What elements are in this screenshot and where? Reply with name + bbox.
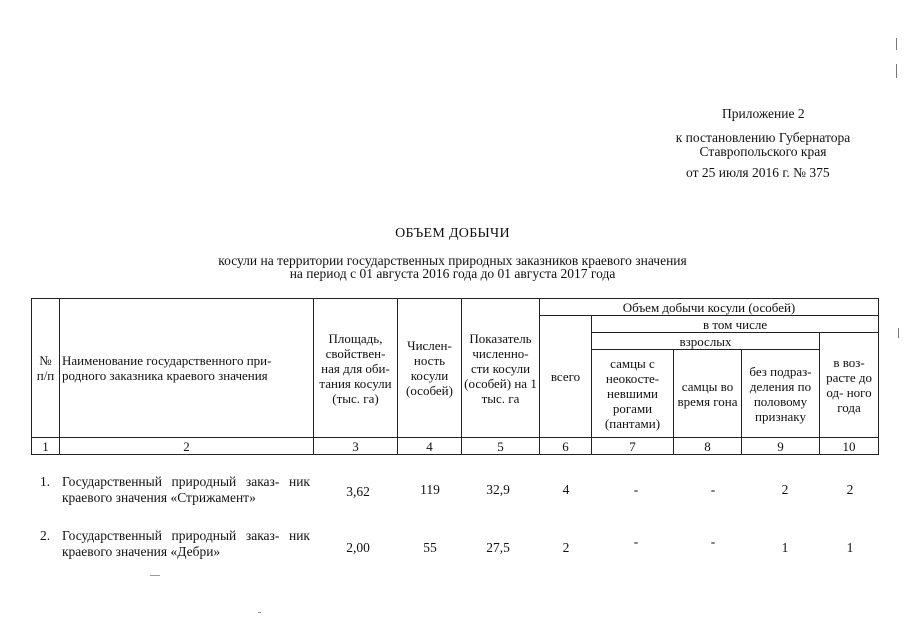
- header-adults: взрослых: [592, 333, 820, 350]
- header-no-sex-split: без подраз- деления по половому признаку: [742, 350, 820, 438]
- resolution-date: от 25 июля 2016 г. № 375: [686, 165, 830, 180]
- density-value: 32,9: [486, 482, 510, 497]
- header-under-one-year: в воз- расте до од- ного года: [820, 333, 879, 438]
- region-line: Ставропольского края: [699, 144, 827, 159]
- males-rut-value: -: [710, 534, 716, 549]
- header-population: Числен- ность косули (особей): [398, 299, 462, 438]
- total-value: 4: [562, 482, 570, 497]
- scan-edge-mark: [898, 328, 899, 338]
- header-volume-group: Объем добычи косули (особей): [540, 299, 879, 316]
- males-rut-value: -: [710, 482, 716, 497]
- column-number: 9: [742, 438, 820, 455]
- quota-table: [31, 298, 879, 455]
- density-value: 27,5: [486, 540, 510, 555]
- header-num: № п/п: [32, 299, 60, 438]
- under-one-value: 2: [846, 482, 854, 497]
- column-number: 2: [60, 438, 314, 455]
- table-row: [0, 528, 905, 562]
- subtitle-line-2: на период с 01 августа 2016 года до 01 августа 2017 года: [289, 266, 616, 281]
- scan-speck: [150, 575, 160, 576]
- header-reserve-name: Наименование государственного при- родного заказника краевого значения: [60, 299, 314, 438]
- header-area: Площадь, свойствен- ная для оби- тания косули (тыс. га): [314, 299, 398, 438]
- column-number: 10: [820, 438, 879, 455]
- scan-edge-mark: [896, 38, 897, 50]
- resolution-line: к постановлению Губернатора: [675, 130, 851, 145]
- document-subtitle: [0, 254, 905, 280]
- column-number: 8: [674, 438, 742, 455]
- scan-speck: [258, 612, 261, 613]
- table-row: [0, 474, 905, 508]
- reserve-name: Государственный природный заказ- ник краевого значения «Стрижамент»: [62, 474, 310, 505]
- column-number-row: [32, 438, 879, 455]
- area-value: 2,00: [346, 540, 370, 555]
- document-title: ОБЪЕМ ДОБЫЧИ: [395, 226, 510, 241]
- header-total: всего: [540, 316, 592, 438]
- scan-edge-mark: [896, 64, 897, 78]
- subtitle-line-1: косули на территории государственных природных заказников краевого значения: [218, 253, 687, 268]
- column-number: 6: [540, 438, 592, 455]
- header-males-antlers: самцы с неокосте- невшими рогами (пантами): [592, 350, 674, 438]
- column-number: 4: [398, 438, 462, 455]
- total-value: 2: [562, 540, 570, 555]
- column-number: 7: [592, 438, 674, 455]
- appendix-resolution: [628, 131, 898, 159]
- area-value: 3,62: [346, 484, 370, 499]
- row-number: 2.: [40, 528, 51, 543]
- column-number: 5: [462, 438, 540, 455]
- row-number: 1.: [40, 474, 51, 489]
- column-number: 1: [32, 438, 60, 455]
- no-sex-split-value: 1: [781, 540, 789, 555]
- population-value: 119: [420, 482, 440, 497]
- header-density: Показатель численно- сти косули (особей) на 1 тыс. га: [462, 299, 540, 438]
- males-antlers-value: -: [633, 534, 639, 549]
- no-sex-split-value: 2: [781, 482, 789, 497]
- column-number: 3: [314, 438, 398, 455]
- header-males-rut: самцы во время гона: [674, 350, 742, 438]
- header-including: в том числе: [592, 316, 879, 333]
- under-one-value: 1: [846, 540, 854, 555]
- males-antlers-value: -: [633, 482, 639, 497]
- population-value: 55: [423, 540, 437, 555]
- reserve-name: Государственный природный заказ- ник краевого значения «Дебри»: [62, 528, 310, 559]
- appendix-label: Приложение 2: [722, 106, 805, 121]
